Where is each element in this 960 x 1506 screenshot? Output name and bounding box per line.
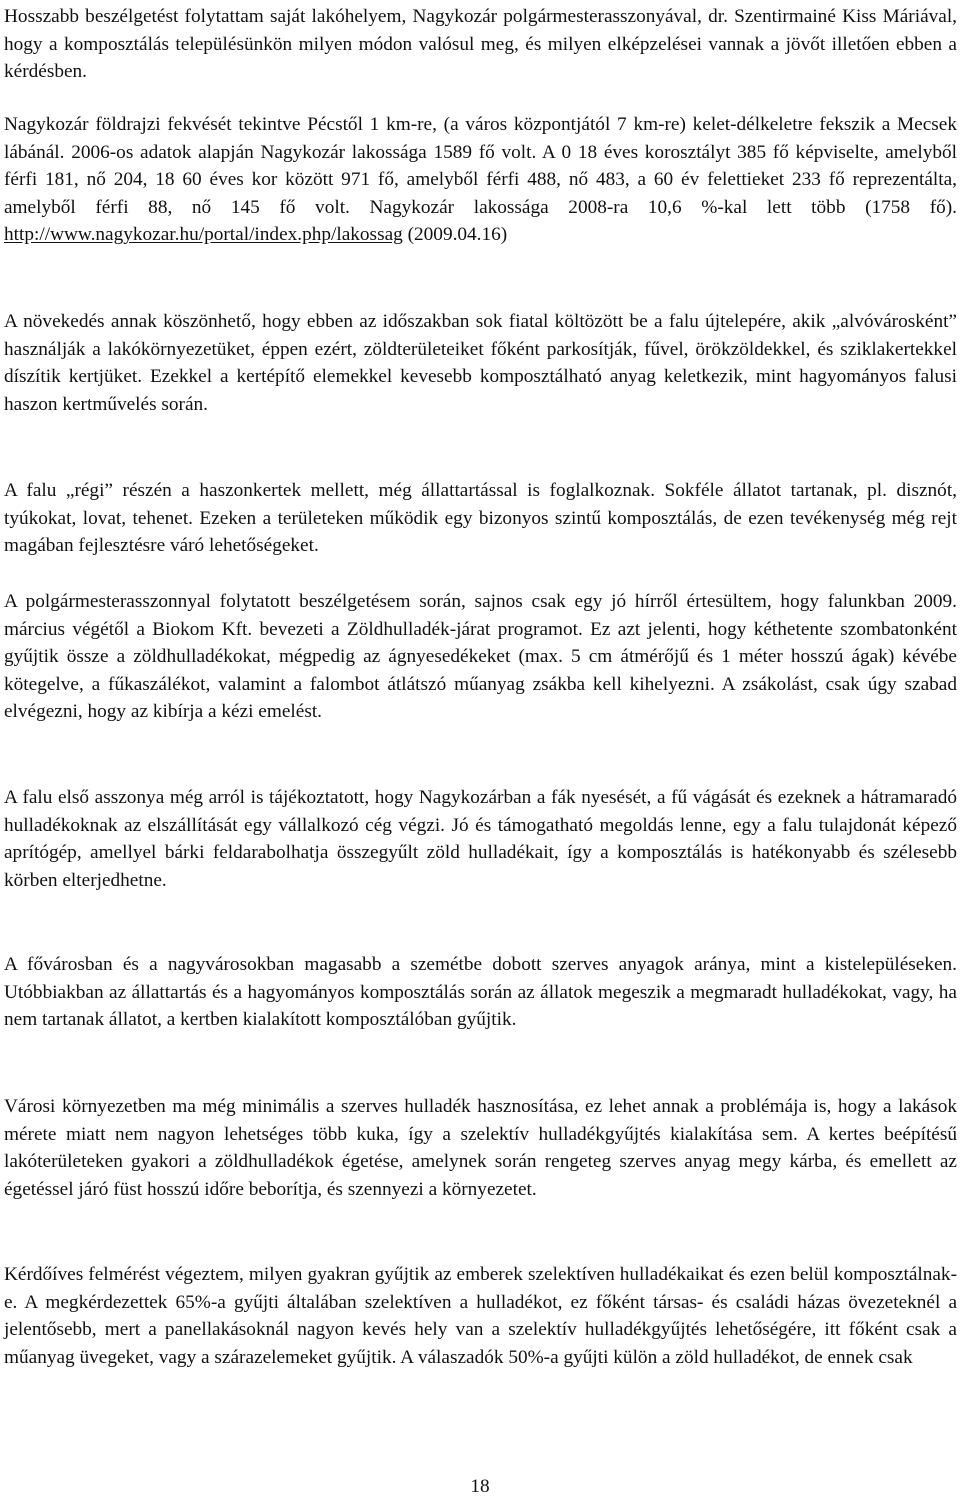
population-text: Nagykozár földrajzi fekvését tekintve Pécstől 1 km-re, (a város központjától 7 km-re) kelet-délkeletre fekszik a Mecsek lábánál. 2006-os adatok alapján Nagykozár lakossága 1589 fő volt. A 0 18 éves korosztályt 385 fő képviselte, amelyből férfi 181, nő 204, 18 60 éves kor között 971 fő, amelyből férfi 488, nő 483, a 60 év felettieket 233 fő reprezentálta, amelyből férfi 88, nő 145 fő volt. Nagykozár lakossága 2008-ra 10,6 %-kal lett több (1758 fő). [4, 114, 957, 218]
paragraph-green-waste-program: A polgármesterasszonnyal folytatott beszélgetésem során, sajnos csak egy jó hírről értesültem, hogy falunkban 2009. március végétől a Biokom Kft. bevezeti a Zöldhulladék-járat programot. Ez azt jelenti, hogy kéthetente szombatonként gyűjtik össze a zöldhulladékokat, mégpedig az ágnyesedékeket (max. 5 cm átmérőjű és 1 méter hosszú ágak) kévébe kötegelve, a fűkaszálékot, valamint a falombot átlátszó műanyag zsákba kell kihelyezni. A zsákolást, csak úgy szabad elvégezni, hogy az kibírja a kézi emelést. [4, 591, 957, 723]
source-link[interactable]: http://www.nagykozar.hu/portal/index.php/lakossag [4, 224, 403, 246]
paragraph-geography-population [4, 111, 957, 249]
paragraph-cities: A fővárosban és a nagyvárosokban magasabb a szemétbe dobott szerves anyagok aránya, mint a kistelepüléseken. Utóbbiakban az állattartás és a hagyományos komposztálás során az állatok megeszik a megmaradt hulladékokat, vagy, ha nem tartanak állatot, a kertben kialakított komposztálóban gyűjtik. [4, 954, 957, 1031]
page-number: 18 [470, 1476, 490, 1497]
paragraph-old-village: A falu „régi” részén a haszonkertek mellett, még állattartással is foglalkoznak. Sokféle állatot tartanak, pl. disznót, tyúkokat, lovat, tehenet. Ezeken a területeken működik egy bizonyos szintű komposztálás, de ezen tevékenység még rejt magában fejlesztésre váró lehetőségeket. [4, 480, 957, 557]
paragraph-urban-environment: Városi környezetben ma még minimális a szerves hulladék hasznosítása, ez lehet annak a problémája is, hogy a lakások mérete miatt nem nagyon lehetséges több kuka, így a szelektív hulladékgyűjtés kialakítása sem. A kertes beépítésű lakóterületeken gyakori a zöldhulladékok égetése, amelynek során rengeteg szerves anyag megy kárba, és emellett az égetéssel járó füst hosszú időre beborítja, és szennyezi a környezetet. [4, 1096, 957, 1200]
paragraph-survey: Kérdőíves felmérést végeztem, milyen gyakran gyűjtik az emberek szelektíven hulladékaikat és ezen belül komposztálnak-e. A megkérdezettek 65%-a gyűjti általában szelektíven a hulladékot, ez főként társas- és családi házas övezeteknél a jelentősebb, mert a panellakásoknál nagyon kevés hely van a szelektív hulladékgyűjtés lehetőségére, itt főként csak a műanyag üvegeket, vagy a szárazelemeket gyűjtik. A válaszadók 50%-a gyűjti külön a zöld hulladékot, de ennek csak [4, 1264, 957, 1368]
paragraph-contractor: A falu első asszonya még arról is tájékoztatott, hogy Nagykozárban a fák nyesését, a fű vágását és ezeknek a hátramaradó hulladékoknak az elszállítását egy vállalkozó cég végzi. Jó és támogatható megoldás lenne, egy a falu tulajdonát képező aprítógép, amellyel bárki feldarabolhatja összegyűlt zöld hulladékait, így a komposztálás is hatékonyabb és szélesebb körben elterjedhetne. [4, 787, 957, 891]
paragraph-growth: A növekedés annak köszönhető, hogy ebben az időszakban sok fiatal költözött be a falu újtelepére, akik „alvóvárosként” használják a lakókörnyezetüket, éppen ezért, zöldterületeiket főként parkosítják, fűvel, örökzöldekkel, és sziklakertekkel díszítik kertjüket. Ezekkel a kertépítő elemekkel kevesebb komposztálható anyag keletkezik, mint hagyományos falusi haszon kertművelés során. [4, 311, 957, 415]
paragraph-interview: Hosszabb beszélgetést folytattam saját lakóhelyem, Nagykozár polgármesterasszonyával, dr. Szentirmainé Kiss Máriával, hogy a komposztálás településünkön milyen módon valósul meg, és milyen elképzelései vannak a jövőt illetően ebben a kérdésben. [4, 6, 957, 83]
source-date: (2009.04.16) [402, 224, 508, 246]
